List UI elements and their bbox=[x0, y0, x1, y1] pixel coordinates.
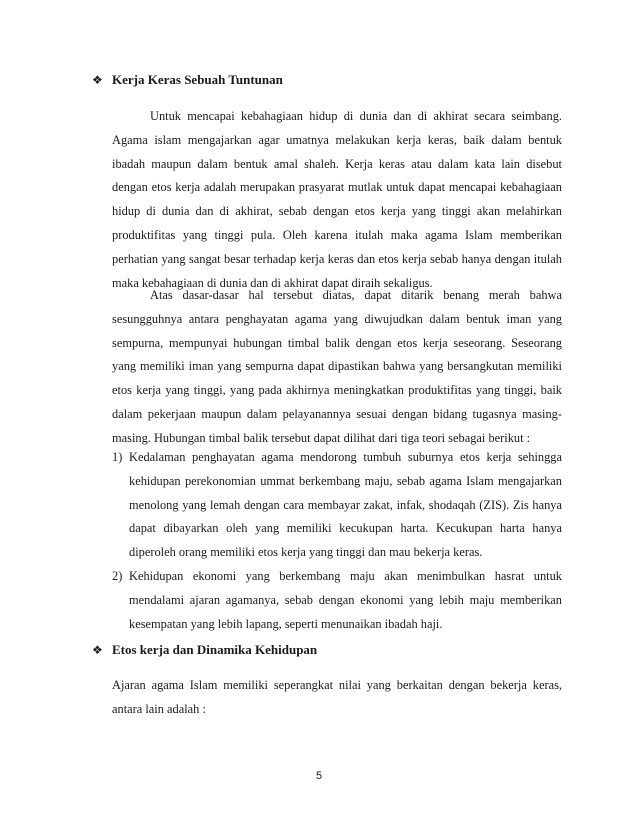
list-item-text: Kehidupan ekonomi yang berkembang maju akan menimbulkan hasrat untuk mendalami ajaran agamanya, sebab dengan ekonomi yang lebih maju memberikan kesempatan yang lebih lapang, seperti menunaikan ibadah haji. bbox=[129, 568, 562, 631]
paragraph-kerja-keras-2: Atas dasar-dasar hal tersebut diatas, dapat ditarik benang merah bahwa sesungguhnya antara penghayatan agama yang diwujudkan dalam bentuk iman yang sempurna, mempunyai hubungan timbal balik dengan etos kerja seseorang. Seseorang yang memiliki iman yang sempurna dapat dipastikan bahwa yang bersangkutan memiliki etos kerja yang tinggi, yang pada akhirnya meningkatkan produktifitas yang tinggi, baik dalam pekerjaan maupun dalam pelayanannya sesuai dengan bidang tugasnya masing-masing. Hubungan timbal balik tersebut dapat dilihat dari tiga teori sebagai berikut : bbox=[112, 288, 562, 445]
diamond-bullet-icon: ❖ bbox=[92, 73, 103, 87]
list-item-number: 1) bbox=[112, 450, 123, 464]
section-heading-kerja-keras bbox=[92, 72, 283, 88]
list-item bbox=[112, 565, 562, 636]
list-item-number: 2) bbox=[112, 568, 123, 583]
page-number: 5 bbox=[315, 770, 323, 782]
section-heading-text: Kerja Keras Sebuah Tuntunan bbox=[112, 72, 283, 87]
theory-list bbox=[112, 446, 562, 636]
list-item-text: Kedalaman penghayatan agama mendorong tumbuh suburnya etos kerja sehingga kehidupan perekonomian ummat berkembang maju, sebab agama Islam mengajarkan menolong yang lemah dengan cara membayar zakat, infak, shodaqah (ZIS). Zis hanya dapat dibayarkan oleh yang memiliki kecukupan harta. Kecukupan harta hanya diperoleh orang memiliki etos kerja yang tinggi dan mau bekerja keras. bbox=[129, 450, 562, 560]
paragraph-etos-kerja-1: Ajaran agama Islam memiliki seperangkat nilai yang berkaitan dengan bekerja keras, antara lain adalah : bbox=[112, 678, 562, 716]
diamond-bullet-icon: ❖ bbox=[92, 643, 103, 657]
section-heading-etos-kerja bbox=[92, 642, 317, 658]
list-item bbox=[112, 446, 562, 565]
section-heading-text: Etos kerja dan Dinamika Kehidupan bbox=[112, 642, 318, 657]
paragraph-kerja-keras-1: Untuk mencapai kebahagiaan hidup di dunia dan di akhirat secara seimbang. Agama islam mengajarkan agar umatnya melakukan kerja keras, baik dalam bentuk ibadah maupun dalam bentuk amal shaleh. Kerja keras atau dalam kata lain disebut dengan etos kerja adalah merupakan prasyarat mutlak untuk dapat mencapai kebahagiaan hidup di dunia dan di akhirat, sebab dengan etos kerja yang tinggi akan melahirkan produktifitas yang tinggi pula. Oleh karena itulah maka agama Islam memberikan perhatian yang sangat besar terhadap kerja keras dan etos kerja sebab hanya dengan itulah maka kebahagiaan di dunia dan di akhirat dapat diraih sekaligus. bbox=[112, 109, 562, 290]
